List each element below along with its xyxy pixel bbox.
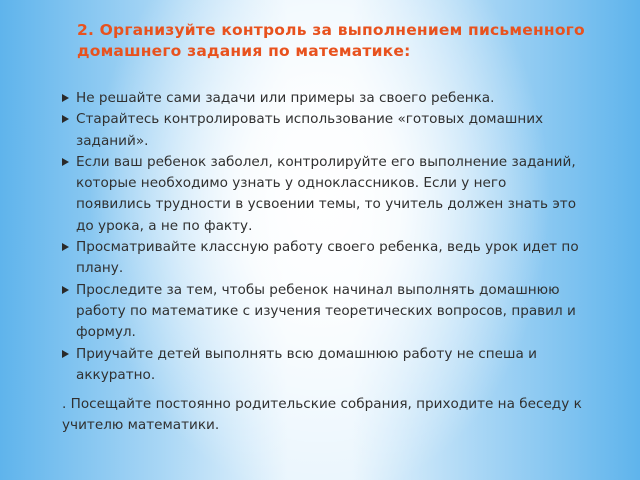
bullet-list [62, 88, 582, 386]
bullet-arrow-icon [62, 350, 69, 358]
slide-title: 2. Организуйте контроль за выполнением письменного домашнего задания по математике: [77, 21, 585, 60]
closing-paragraph: . Посещайте постоянно родительские собрания, приходите на беседу к учителю математики. [62, 396, 582, 434]
bullet-arrow-icon [62, 286, 69, 294]
list-item-text: Проследите за тем, чтобы ребенок начинал выполнять домашнюю работу по математике с изучения теоретических вопросов, правил и формул. [76, 281, 576, 341]
bullet-arrow-icon [62, 115, 69, 123]
list-item-text: Просматривайте классную работу своего ребенка, ведь урок идет по плану. [76, 239, 579, 277]
list-item-text: Старайтесь контролировать использование «готовых домашних заданий». [76, 111, 544, 149]
bullet-arrow-icon [62, 158, 69, 166]
list-item [62, 237, 582, 280]
list-item [62, 88, 582, 109]
list-item [62, 152, 582, 237]
list-item-text: Приучайте детей выполнять всю домашнюю работу не спеша и аккуратно. [76, 345, 537, 383]
list-item-text: Не решайте сами задачи или примеры за своего ребенка. [76, 90, 495, 106]
list-item-text: Если ваш ребенок заболел, контролируйте его выполнение заданий, которые необходимо узнать у одноклассников. Если у него появились трудности в усвоении темы, то учитель должен знать это до урока, а не по факту. [76, 153, 577, 234]
list-item [62, 109, 582, 152]
list-item [62, 280, 582, 344]
bullet-arrow-icon [62, 243, 69, 251]
list-item [62, 344, 582, 387]
bullet-arrow-icon [62, 94, 69, 102]
